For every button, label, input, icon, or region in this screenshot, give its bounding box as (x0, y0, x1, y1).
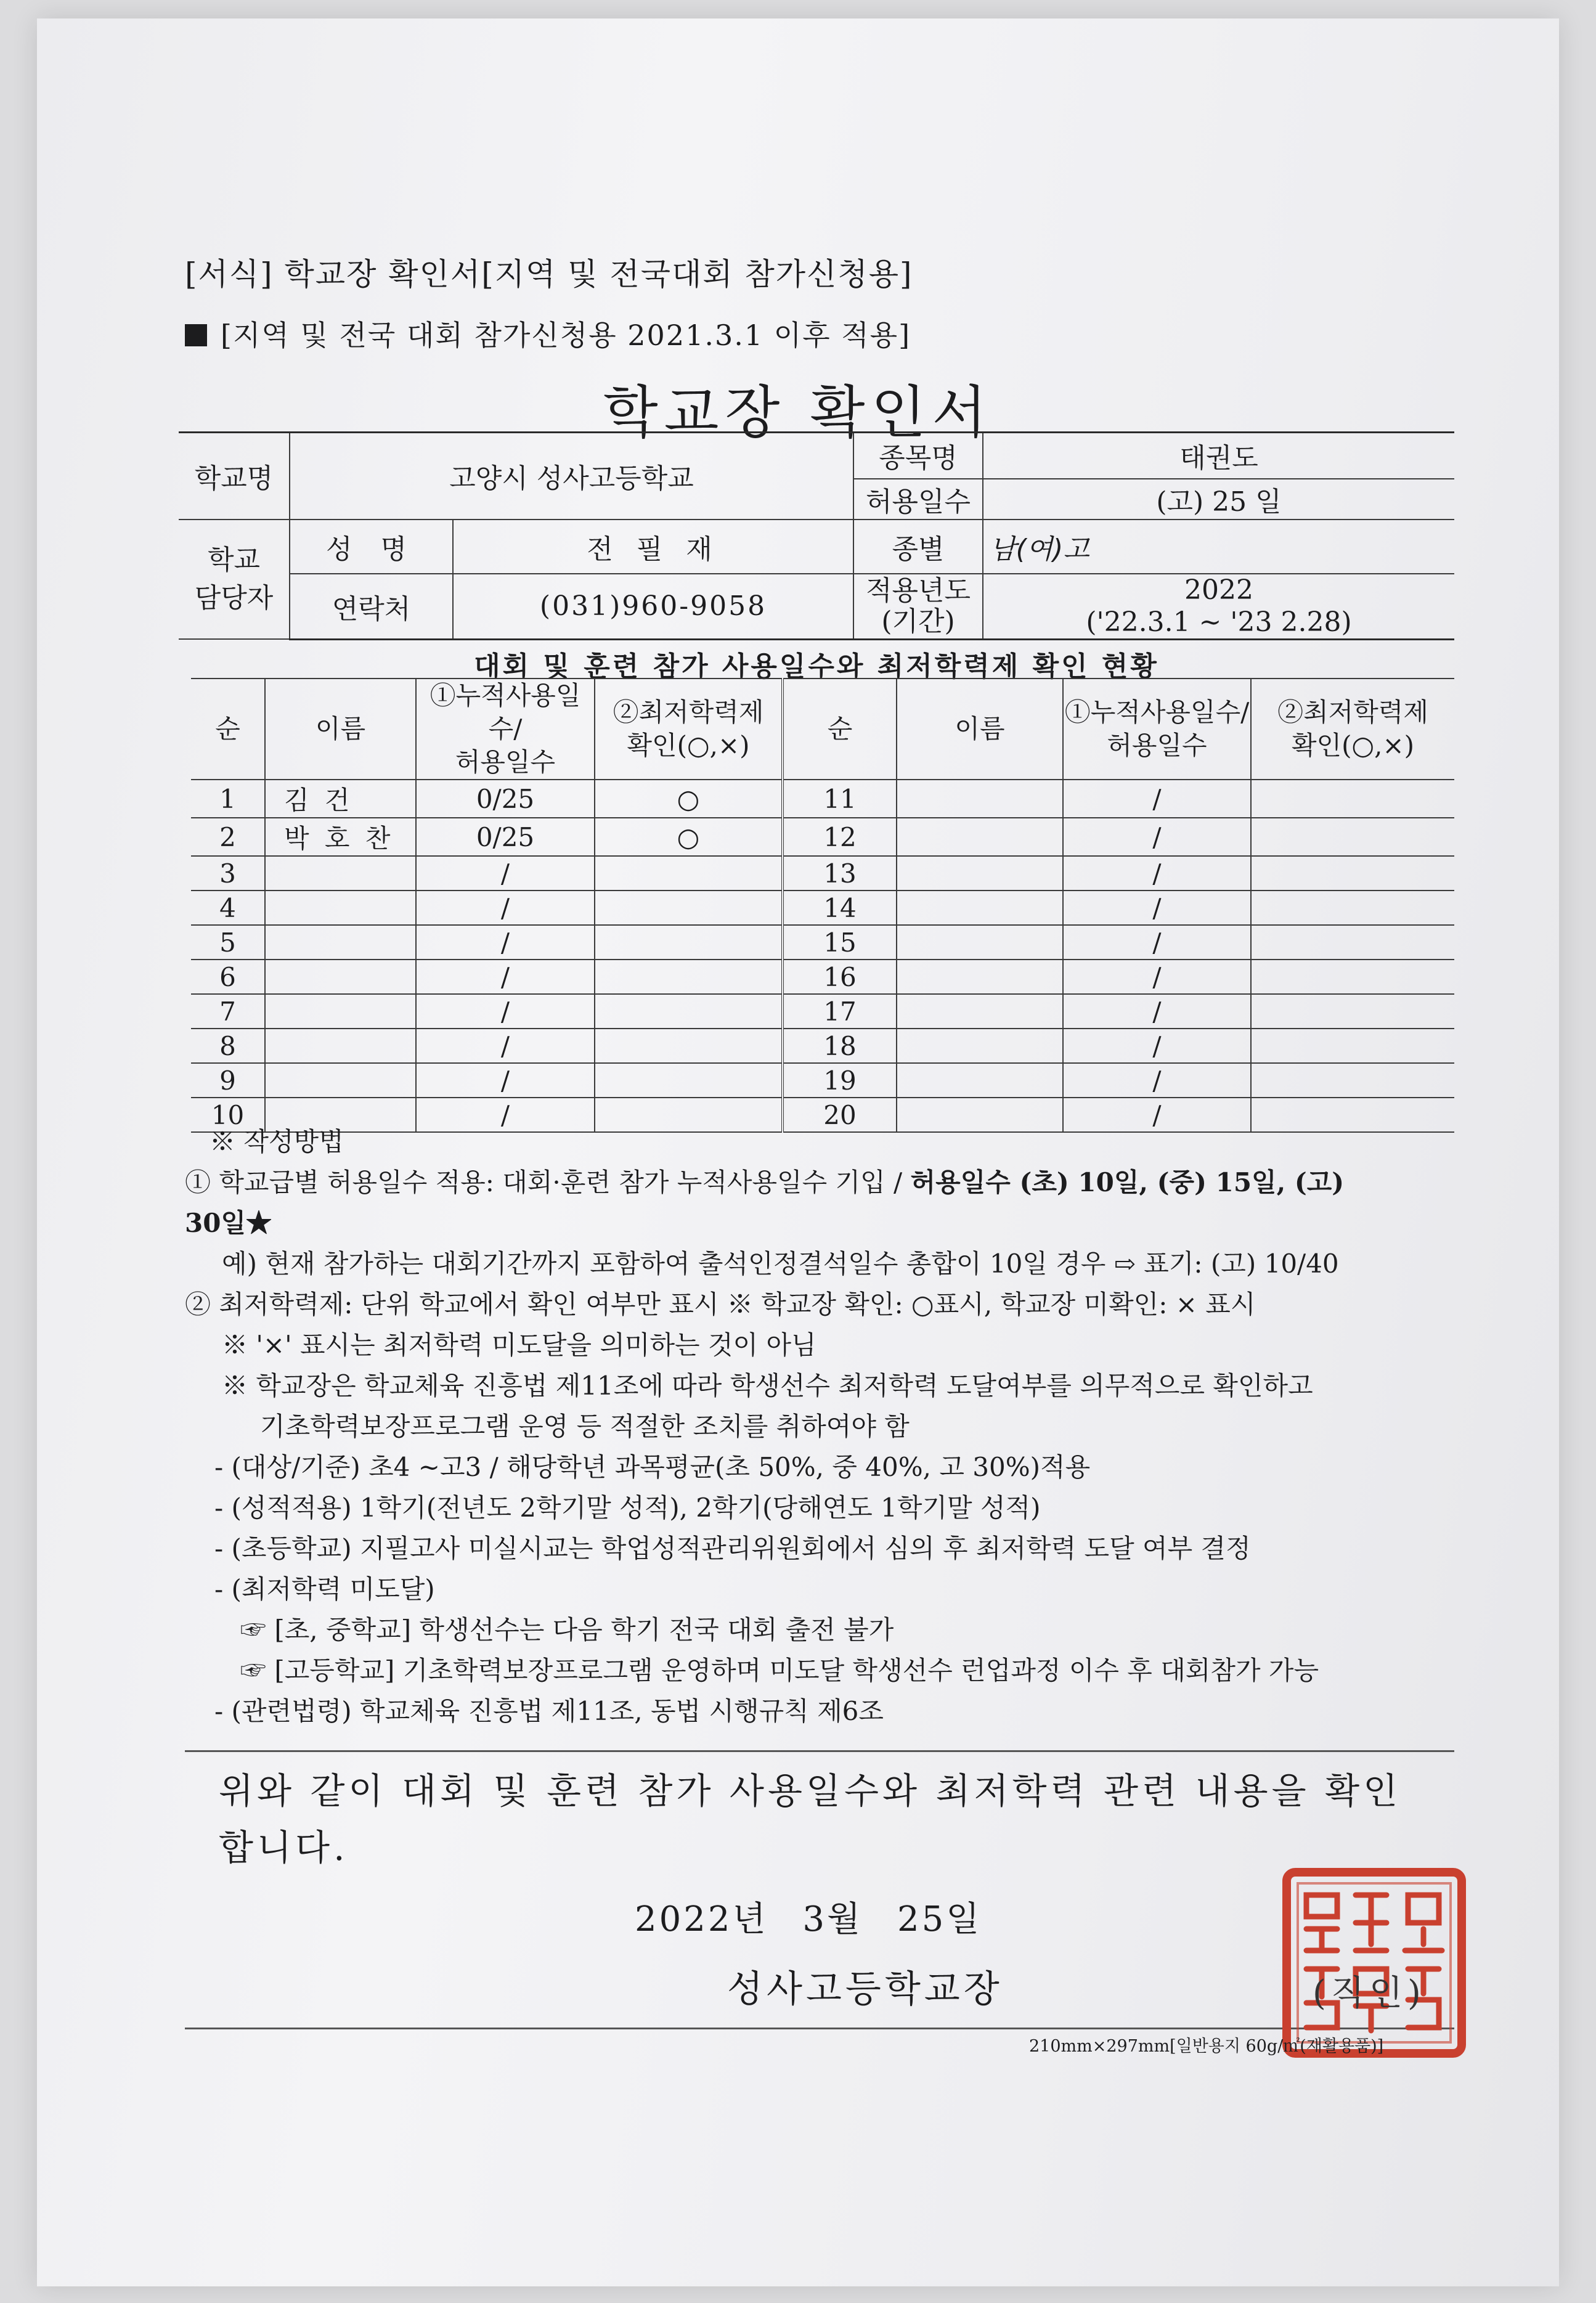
row-days: 0/25 (416, 780, 595, 818)
paper-spec: 210mm×297mm[일반용지 60g/㎡(재활용품)] (1029, 2037, 1384, 2056)
note-1-cont (185, 1203, 1479, 1244)
manager-label-line1: 학교 (207, 544, 260, 576)
detail-3: - (초등학교) 지필고사 미실시교는 학업성적관리위원회에서 심의 후 최저학력 도달 여부 결정 (214, 1533, 1251, 1563)
note-2-b: ※ 학교장은 학교체육 진흥법 제11조에 따라 학생선수 최저학력 도달여부를 의무적으로 확인하고 (222, 1371, 1313, 1401)
table-row (191, 780, 1454, 818)
square-bullet-icon (185, 324, 207, 346)
row-check (595, 925, 783, 960)
row-no: 8 (191, 1029, 265, 1063)
row-days-right: / (1063, 994, 1251, 1029)
principal-title: 성사고등학교장 (727, 1968, 1003, 2011)
row-days: 0/25 (416, 818, 595, 856)
row-no-right: 18 (783, 1029, 897, 1063)
row-name (265, 1029, 416, 1063)
manager-label-line2: 담당자 (194, 582, 274, 614)
row-days: / (416, 994, 595, 1029)
row-days: / (416, 960, 595, 994)
row-name-right (897, 856, 1063, 891)
row-name: 김 건 (265, 780, 416, 818)
row-check-right (1251, 818, 1454, 856)
official-seal-icon (1282, 1867, 1467, 2058)
instructions (185, 1122, 1479, 1732)
col-check-header-right (1251, 679, 1454, 780)
confirmation-text: 위와 같이 대회 및 훈련 참가 사용일수와 최저학력 관련 내용을 확인합니다. (219, 1770, 1402, 1869)
row-check-right (1251, 994, 1454, 1029)
gender-label: 종별 (853, 520, 983, 574)
divider-bottom (185, 2028, 1454, 2029)
table-row (191, 925, 1454, 960)
summary-title: 대회 및 훈련 참가 사용일수와 최저학력제 확인 현황 (474, 651, 1159, 682)
contact-label: 연락처 (290, 574, 453, 640)
col-name-header-right: 이름 (897, 679, 1063, 780)
school-value: 고양시 성사고등학교 (290, 433, 853, 520)
note-2-b-cont: 기초학력보장프로그램 운영 등 적절한 조치를 취하여야 함 (260, 1411, 910, 1441)
gender-value (983, 520, 1454, 574)
school-label: 학교명 (179, 433, 290, 520)
note-1-example: 예) 현재 참가하는 대회기간까지 포함하여 출석인정결석일수 총합이 10일 경우 ⇨ 표기: (고) 10/40 (222, 1249, 1339, 1279)
row-name-right (897, 925, 1063, 960)
name-value: 전 필 재 (453, 520, 853, 574)
row-name-right (897, 780, 1063, 818)
row-name-right (897, 960, 1063, 994)
col-days-header-right-line1: ①누적사용일수/ (1064, 697, 1250, 727)
row-no-right: 13 (783, 856, 897, 891)
col-check-header-line1: ②최저학력제 (613, 697, 764, 727)
col-check-header-line2: 확인(○,×) (627, 730, 750, 760)
row-check-right (1251, 1029, 1454, 1063)
row-days: / (416, 925, 595, 960)
table-row (191, 891, 1454, 925)
table-row (191, 818, 1454, 856)
year-value-cell (983, 574, 1454, 640)
row-no: 10 (191, 1098, 265, 1132)
table-row (191, 1063, 1454, 1098)
col-days-header (416, 679, 595, 780)
row-days-right: / (1063, 780, 1251, 818)
row-check-right (1251, 1063, 1454, 1098)
row-no: 5 (191, 925, 265, 960)
detail-2: - (성적적용) 1학기(전년도 2학기말 성적), 2학기(당해연도 1학기말 성적) (214, 1493, 1041, 1523)
row-no-right: 20 (783, 1098, 897, 1132)
col-days-header-line2: 허용일수 (455, 747, 556, 777)
detail-4-b: ☞ [고등학교] 기초학력보장프로그램 운영하며 미도달 학생선수 런업과정 이수 후 대회참가 가능 (240, 1655, 1319, 1685)
info-table (179, 431, 1454, 640)
summary-rows (191, 780, 1454, 1132)
row-no: 3 (191, 856, 265, 891)
row-days: / (416, 891, 595, 925)
col-days-header-right-line2: 허용일수 (1107, 730, 1207, 760)
row-no-right: 11 (783, 780, 897, 818)
form-header: [서식] 학교장 확인서[지역 및 전국대회 참가신청용] (185, 256, 913, 292)
row-name (265, 960, 416, 994)
row-check (595, 1029, 783, 1063)
row-check (595, 856, 783, 891)
row-no: 2 (191, 818, 265, 856)
row-name-right (897, 818, 1063, 856)
row-name-right (897, 1029, 1063, 1063)
name-label: 성 명 (290, 520, 453, 574)
row-name (265, 925, 416, 960)
detail-4-a: ☞ [초, 중학교] 학생선수는 다음 학기 전국 대회 출전 불가 (240, 1615, 894, 1645)
row-name-right (897, 891, 1063, 925)
row-no-right: 15 (783, 925, 897, 960)
row-days: / (416, 1029, 595, 1063)
col-check-header-right-line1: ②최저학력제 (1277, 697, 1428, 727)
row-days-right: / (1063, 960, 1251, 994)
row-days-right: / (1063, 1098, 1251, 1132)
row-check (595, 994, 783, 1029)
year-label-line2: (기간) (881, 605, 955, 637)
col-name-header: 이름 (265, 679, 416, 780)
row-days: / (416, 1098, 595, 1132)
row-check-right (1251, 891, 1454, 925)
detail-5: - (관련법령) 학교체육 진흥법 제11조, 동법 시행규칙 제6조 (214, 1696, 884, 1726)
table-row (191, 1029, 1454, 1063)
row-no-right: 17 (783, 994, 897, 1029)
row-no: 9 (191, 1063, 265, 1098)
row-check-right (1251, 960, 1454, 994)
row-name (265, 1063, 416, 1098)
row-check (595, 891, 783, 925)
note-2-a: ※ '×' 표시는 최저학력 미도달을 의미하는 것이 아님 (222, 1330, 816, 1360)
col-days-header-right (1063, 679, 1251, 780)
row-check-right (1251, 925, 1454, 960)
note-2: ② 최저학력제: 단위 학교에서 확인 여부만 표시 ※ 학교장 확인: ○표시, 학교장 미확인: × 표시 (185, 1289, 1256, 1319)
year-label-line1: 적용년도 (865, 574, 971, 606)
row-name (265, 994, 416, 1029)
row-days: / (416, 1063, 595, 1098)
row-no-right: 14 (783, 891, 897, 925)
row-days-right: / (1063, 925, 1251, 960)
note-1-bold: 허용일수 (초) 10일, (중) 15일, (고) (910, 1167, 1345, 1197)
col-no-header: 순 (191, 679, 265, 780)
row-check (595, 1063, 783, 1098)
note-1-bold-cont: 30일★ (185, 1208, 272, 1238)
row-check (595, 960, 783, 994)
table-row (191, 994, 1454, 1029)
year-value: 2022 (1184, 574, 1253, 606)
row-name (265, 891, 416, 925)
row-check-right (1251, 856, 1454, 891)
row-no: 4 (191, 891, 265, 925)
table-row (191, 960, 1454, 994)
row-days: / (416, 856, 595, 891)
detail-4: - (최저학력 미도달) (214, 1574, 435, 1604)
row-days-right: / (1063, 1063, 1251, 1098)
col-check-header (595, 679, 783, 780)
detail-1: - (대상/기준) 초4 ~고3 / 해당학년 과목평균(초 50%, 중 40%, 고 30%)적용 (214, 1452, 1091, 1482)
page-title: 학교장 확인서 (603, 380, 993, 446)
row-name-right (897, 994, 1063, 1029)
event-value: 태권도 (983, 433, 1454, 479)
form-subheader-text: [지역 및 전국 대회 참가신청용 2021.3.1 이후 적용] (221, 319, 911, 352)
row-check-right (1251, 780, 1454, 818)
col-days-header-line1: ①누적사용일수/ (430, 680, 581, 744)
col-no-header-right: 순 (783, 679, 897, 780)
row-days-right: / (1063, 1029, 1251, 1063)
period-value: ('22.3.1 ~ '23 2.28) (1086, 606, 1352, 638)
form-subheader (185, 313, 911, 354)
issue-date: 2022년 3월 25일 (635, 1899, 982, 1939)
divider-top (185, 1750, 1454, 1752)
row-no: 1 (191, 780, 265, 818)
notes-heading: ※ 작성방법 (210, 1127, 344, 1157)
row-check: ○ (595, 780, 783, 818)
allowed-days-label: 허용일수 (853, 479, 983, 520)
event-label: 종목명 (853, 433, 983, 479)
gender-value-text: 남(여)고 (990, 533, 1089, 565)
row-days-right: / (1063, 818, 1251, 856)
col-check-header-right-line2: 확인(○,×) (1291, 730, 1415, 760)
table-row (191, 856, 1454, 891)
seal-label: (직인) (1313, 1973, 1426, 2013)
allowed-days-value: (고) 25 일 (983, 479, 1454, 520)
note-1-text: ① 학교급별 허용일수 적용: 대회·훈련 참가 누적사용일수 기입 / (185, 1167, 911, 1197)
row-days-right: / (1063, 891, 1251, 925)
row-days-right: / (1063, 856, 1251, 891)
row-check: ○ (595, 818, 783, 856)
manager-label (179, 520, 290, 640)
year-label (853, 574, 983, 640)
row-no-right: 12 (783, 818, 897, 856)
row-name (265, 856, 416, 891)
note-1 (185, 1162, 1479, 1203)
summary-table (191, 678, 1454, 1133)
row-name-right (897, 1063, 1063, 1098)
row-no-right: 16 (783, 960, 897, 994)
row-no: 7 (191, 994, 265, 1029)
row-no: 6 (191, 960, 265, 994)
row-name: 박 호 찬 (265, 818, 416, 856)
row-no-right: 19 (783, 1063, 897, 1098)
contact-value: (031)960-9058 (453, 574, 853, 640)
